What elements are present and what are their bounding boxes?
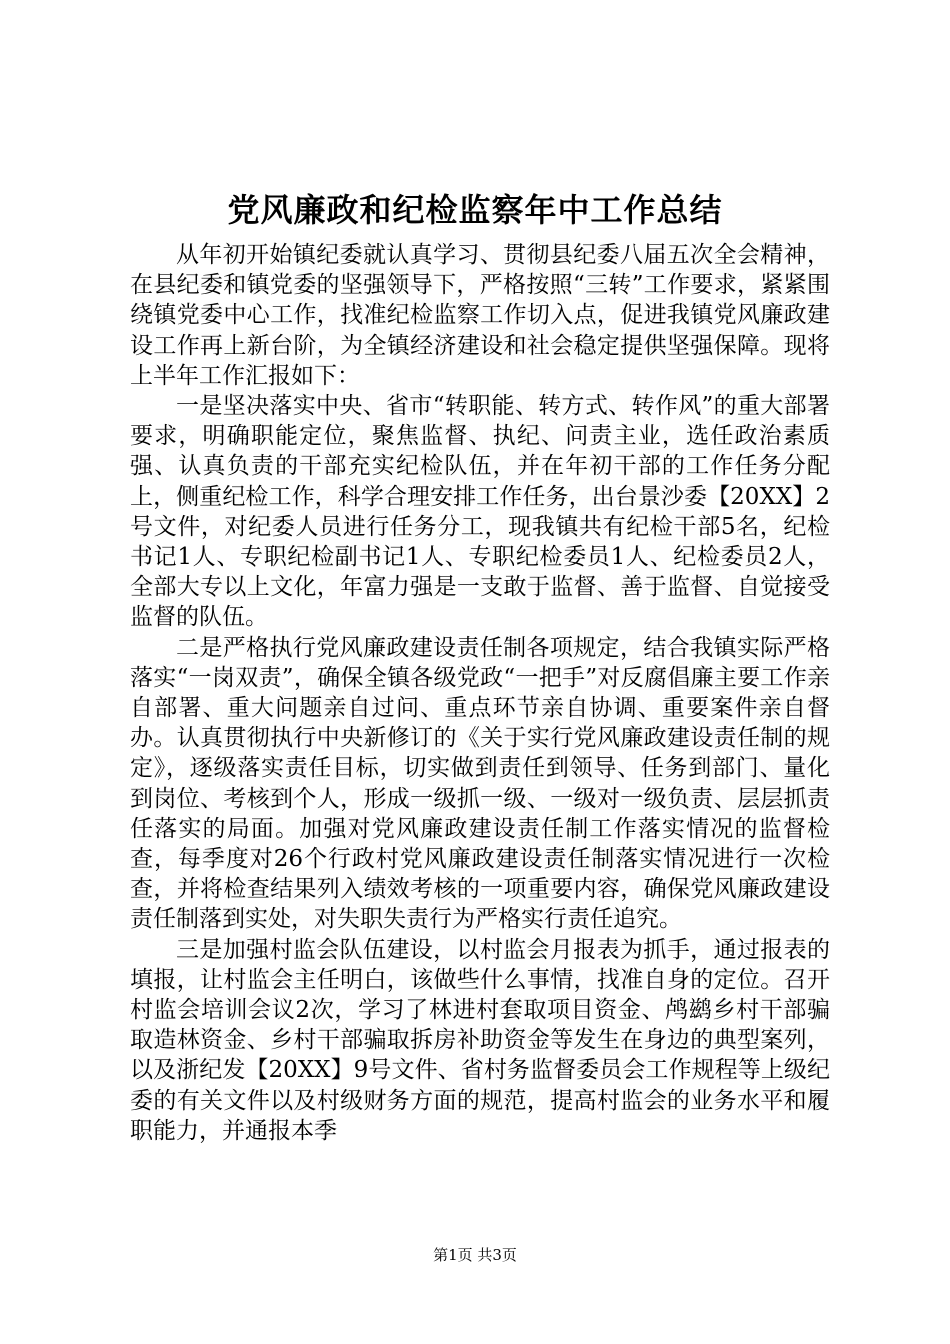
page-number-footer: 第1页 共3页 [433,1246,517,1264]
paragraph-item-2: 二是严格执行党风廉政建设责任制各项规定，结合我镇实际严格落实“一岗双责”，确保全镇各级党政“一把手”对反腐倡廉主要工作亲自部署、重大问题亲自过问、重点环节亲自协调、重要案件亲自督办。认真贯彻执行中央新修订的《关于实行党风廉政建设责任制的规定》，逐级落实责任目标，切实做到责任到领导、任务到部门、量化到岗位、考核到个人，形成一级抓一级、一级对一级负责、层层抓责任落实的局面。加强对党风廉政建设责任制工作落实情况的监督检查，每季度对26个行政村党风廉政建设责任制落实情况进行一次检查，并将检查结果列入绩效考核的一项重要内容，确保党风廉政建设责任制落到实处，对失职失责行为严格实行责任追究。 [130,634,830,933]
document-body [130,240,830,1146]
paragraph-item-1: 一是坚决落实中央、省市“转职能、转方式、转作风”的重大部署要求，明确职能定位，聚焦监督、执纪、问责主业，选任政治素质强、认真负责的干部充实纪检队伍，并在年初干部的工作任务分配上，侧重纪检工作，科学合理安排工作任务，出台景沙委【20XX】2号文件，对纪委人员进行任务分工，现我镇共有纪检干部5名，纪检书记1人、专职纪检副书记1人、专职纪检委员1人、纪检委员2人，全部大专以上文化，年富力强是一支敢于监督、善于监督、自觉接受监督的队伍。 [130,393,830,631]
document-title: 党风廉政和纪检监察年中工作总结 [227,191,723,229]
paragraph-item-3: 三是加强村监会队伍建设，以村监会月报表为抓手，通过报表的填报，让村监会主任明白，该做些什么事情，找准自身的定位。召开村监会培训会议2次，学习了林进村套取项目资金、鸬鹚乡村干部骗取造林资金、乡村干部骗取拆房补助资金等发生在身边的典型案列，以及浙纪发【20XX】9号文件、省村务监督委员会工作规程等上级纪委的有关文件以及村级财务方面的规范，提高村监会的业务水平和履职能力，并通报本季 [130,936,830,1144]
paragraph-intro: 从年初开始镇纪委就认真学习、贯彻县纪委八届五次全会精神，在县纪委和镇党委的坚强领导下，严格按照“三转”工作要求，紧紧围绕镇党委中心工作，找准纪检监察工作切入点，促进我镇党风廉政建设工作再上新台阶，为全镇经济建设和社会稳定提供坚强保障。现将上半年工作汇报如下： [130,242,830,389]
